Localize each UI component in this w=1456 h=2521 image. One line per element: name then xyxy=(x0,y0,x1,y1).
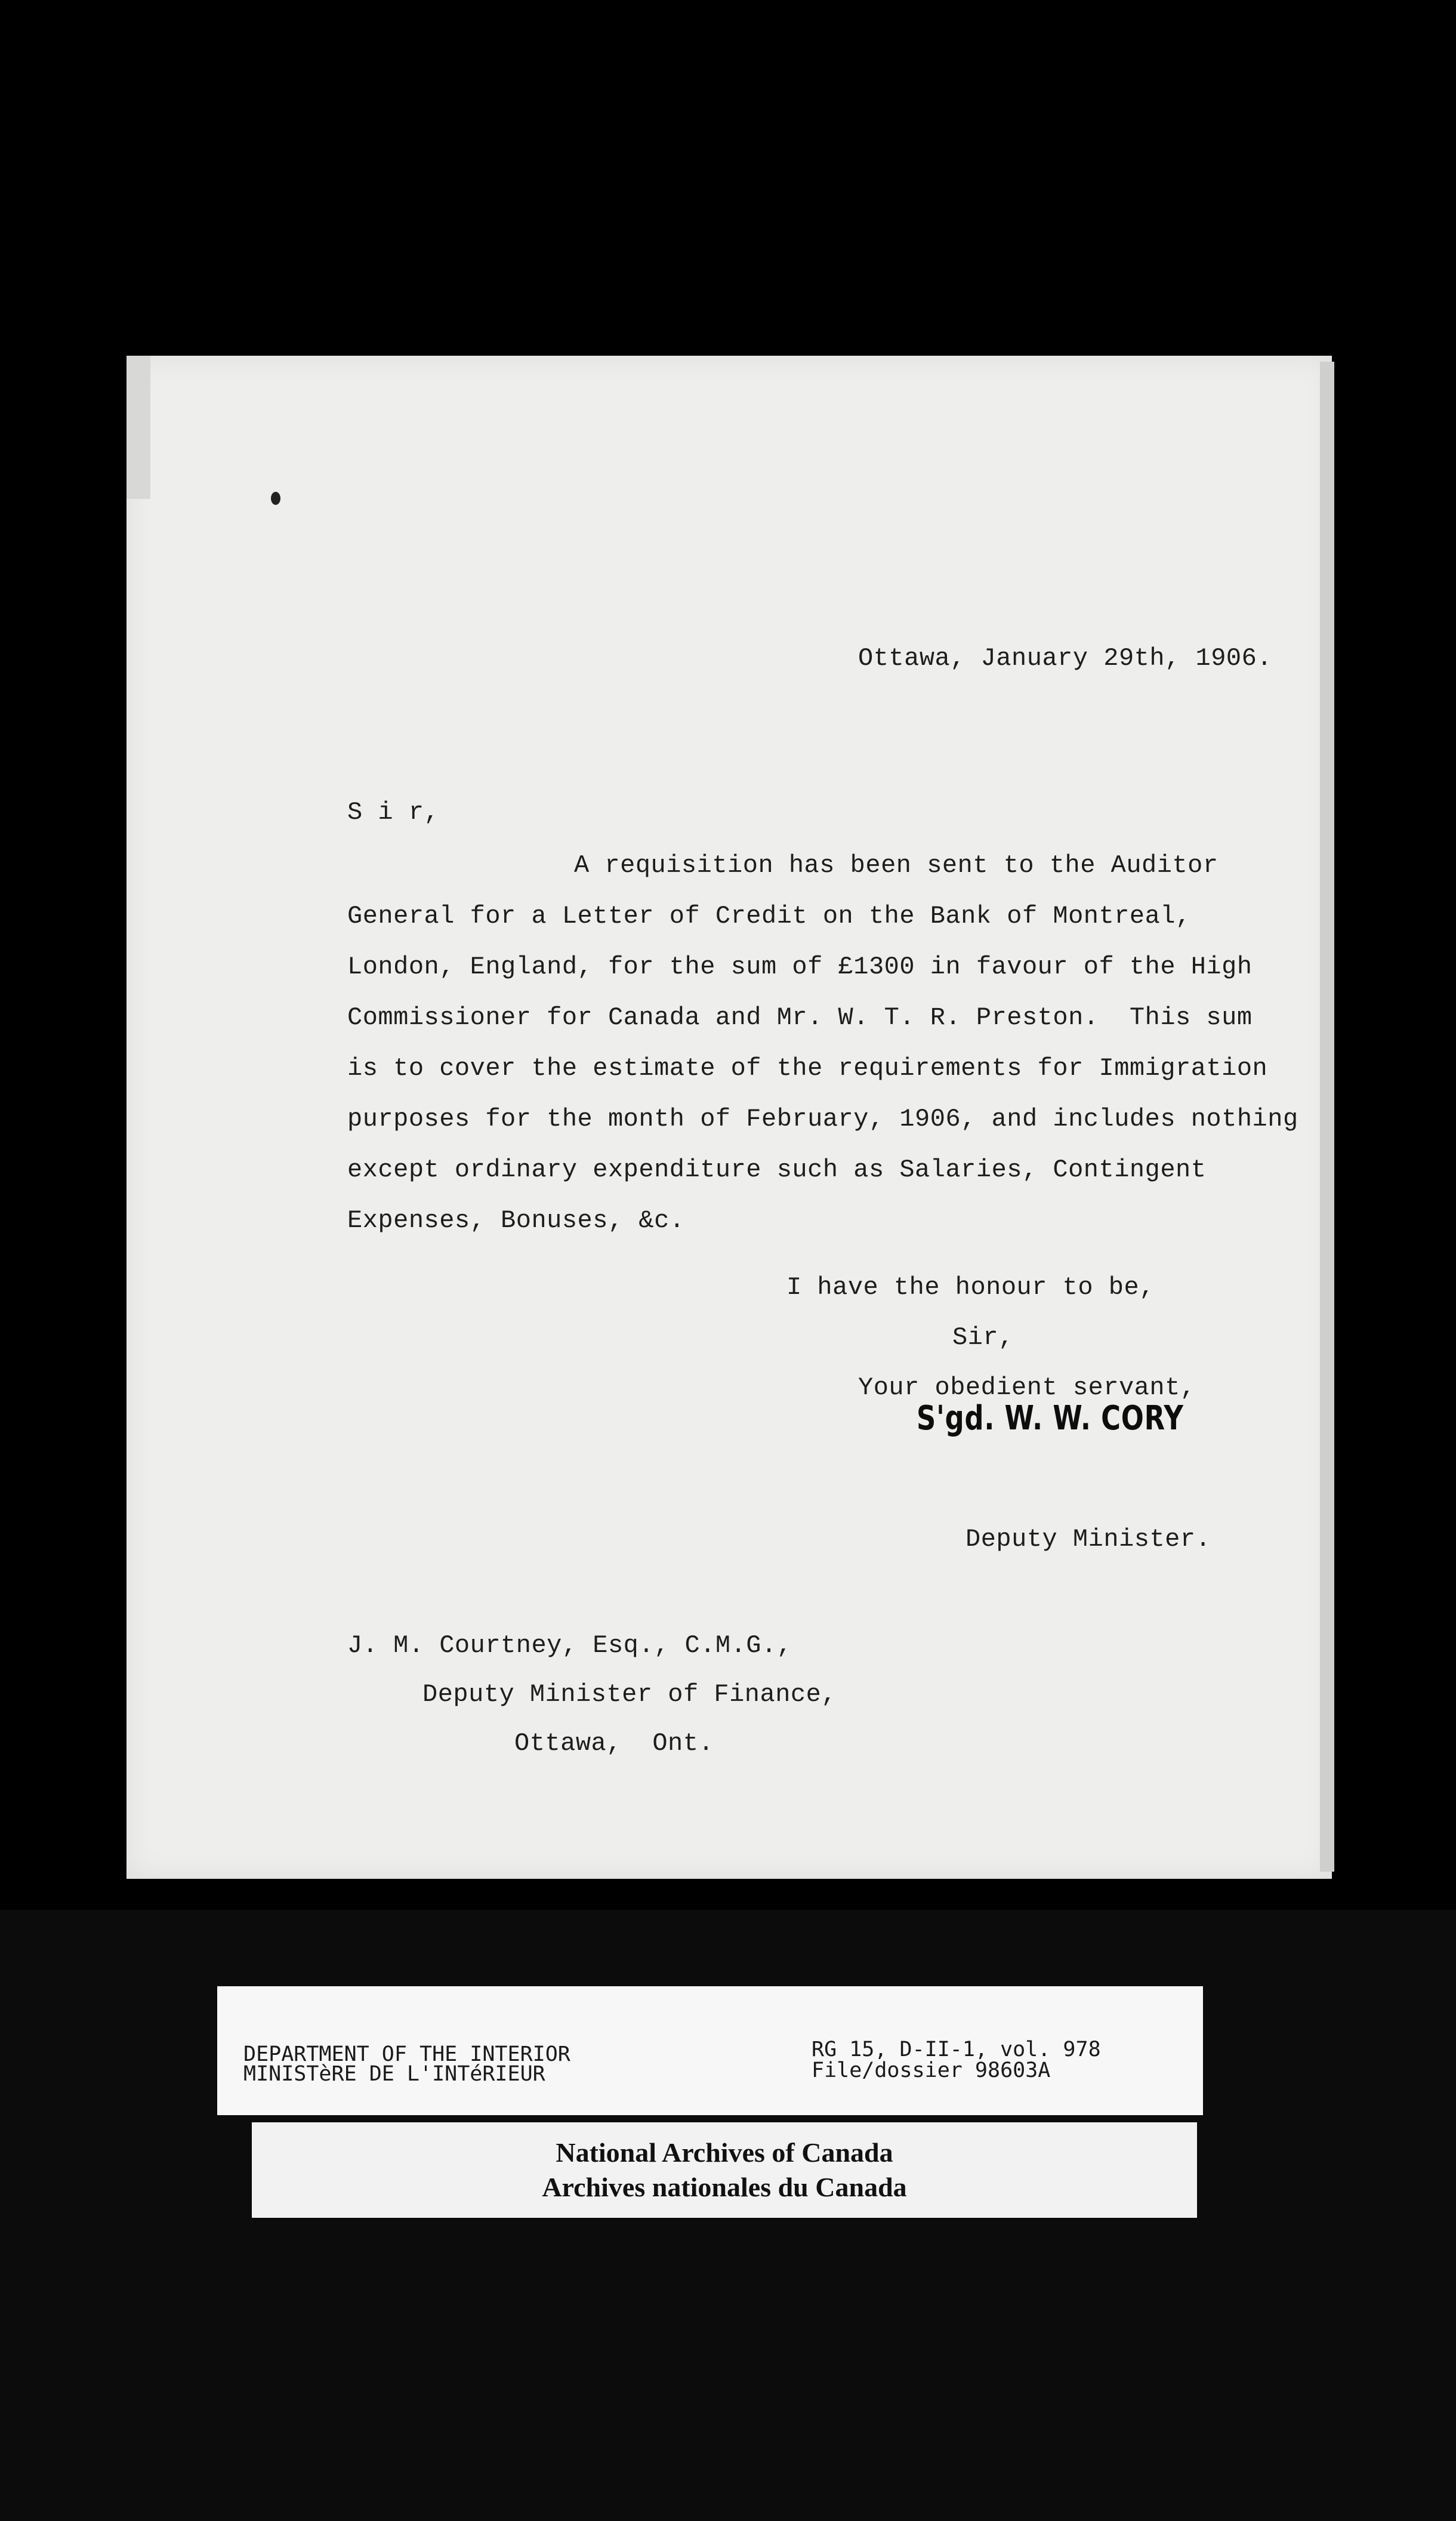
letter-body: A requisition has been sent to the Auditor General for a Letter of Credit on the Bank of Montreal, London, England, for the sum of £1300 in favour of the High Commissioner for Canada and Mr. W. T. R. Preston. This sum is to cover the estimate of the requirements for Immigration purposes for the month of February, 1906, and includes nothing except ordinary expenditure such as Salaries, Contingent Expenses, Bonuses, &c. xyxy=(347,851,1298,1235)
department-french: MINISTèRE DE L'INTéRIEUR xyxy=(243,2062,545,2086)
archives-name-french: Archives nationales du Canada xyxy=(542,2172,907,2202)
closing-line-2: Sir, xyxy=(952,1323,1014,1352)
closing-line-3: Your obedient servant, xyxy=(858,1373,1196,1402)
closing-line-1: I have the honour to be, xyxy=(786,1273,1155,1302)
ink-spot xyxy=(271,492,280,505)
department-english: DEPARTMENT OF THE INTERIOR xyxy=(243,2042,570,2066)
letter-page-edge xyxy=(1320,362,1334,1872)
letter-page-fold xyxy=(127,356,150,499)
archive-reference-label xyxy=(217,1986,1203,2115)
signer-title: Deputy Minister. xyxy=(965,1525,1211,1554)
place-date: Ottawa, January 29th, 1906. xyxy=(858,644,1273,673)
file-number: File/dossier 98603A xyxy=(812,2058,1051,2082)
record-group-reference: RG 15, D-II-1, vol. 978 xyxy=(812,2038,1101,2061)
signature-stamp: S'gd. W. W. CORY xyxy=(917,1399,1184,1438)
salutation: S i r, xyxy=(347,798,440,827)
recipient-name: J. M. Courtney, Esq., C.M.G., xyxy=(347,1631,792,1660)
archives-name-english: National Archives of Canada xyxy=(556,2137,893,2168)
recipient-position: Deputy Minister of Finance, xyxy=(422,1680,837,1709)
archives-name-label xyxy=(252,2122,1197,2218)
recipient-city: Ottawa, Ont. xyxy=(514,1729,714,1758)
